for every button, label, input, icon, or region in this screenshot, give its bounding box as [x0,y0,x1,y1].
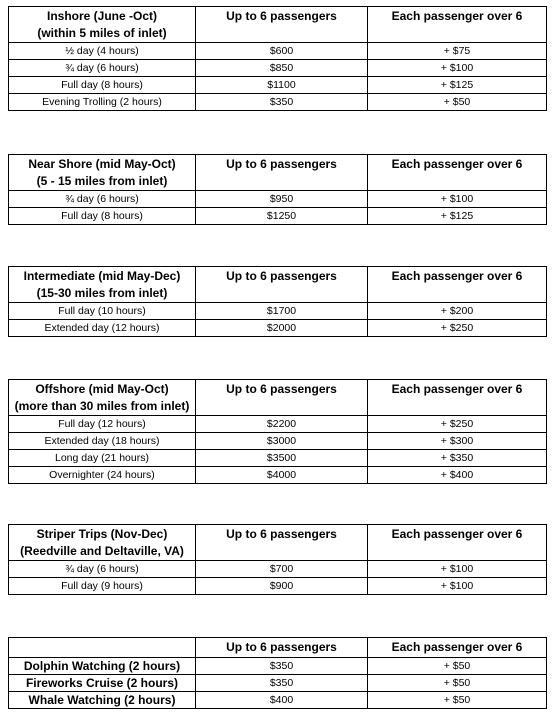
base-price: $350 [196,94,368,111]
rate-table-near-shore [8,154,547,225]
table-row [9,303,547,320]
table-header-row [9,638,547,658]
trip-category-header [9,380,196,416]
table-header-row [9,267,547,303]
table-row [9,658,547,675]
trip-name: Evening Trolling (2 hours) [9,94,196,111]
rate-table-inshore [8,6,547,111]
base-price: $2000 [196,320,368,337]
trip-category-header [9,267,196,303]
trip-name: Full day (8 hours) [9,208,196,225]
extra-price: + $250 [368,320,547,337]
table-row [9,191,547,208]
extra-price: + $300 [368,433,547,450]
base-price: $2200 [196,416,368,433]
base-price: $350 [196,658,368,675]
trip-name: Full day (8 hours) [9,77,196,94]
trip-name: Full day (9 hours) [9,578,196,595]
extra-passenger-header: Each passenger over 6 [368,525,547,561]
trip-name: ¾ day (6 hours) [9,60,196,77]
table-row [9,692,547,709]
extra-price: + $200 [368,303,547,320]
base-price: $350 [196,675,368,692]
table-header-row [9,7,547,43]
base-price: $4000 [196,467,368,484]
trip-name: Fireworks Cruise (2 hours) [9,675,196,692]
category-subtitle: (within 5 miles of inlet) [37,26,167,40]
table-row [9,675,547,692]
category-subtitle: (more than 30 miles from inlet) [14,399,190,413]
base-price: $400 [196,692,368,709]
base-price-header: Up to 6 passengers [196,638,368,658]
table-row [9,60,547,77]
extra-passenger-header: Each passenger over 6 [368,380,547,416]
base-price-header: Up to 6 passengers [196,7,368,43]
trip-name: Overnighter (24 hours) [9,467,196,484]
extra-price: + $350 [368,450,547,467]
base-price: $700 [196,561,368,578]
trip-name: ¾ day (6 hours) [9,561,196,578]
category-title: Striper Trips (Nov-Dec) [36,527,168,541]
trip-name: Extended day (18 hours) [9,433,196,450]
category-title: Inshore (June -Oct) [46,9,157,23]
extra-price: + $125 [368,208,547,225]
base-price: $3000 [196,433,368,450]
trip-name: ½ day (4 hours) [9,43,196,60]
base-price: $3500 [196,450,368,467]
category-title: Offshore (mid May-Oct) [35,382,169,396]
trip-category-header [9,7,196,43]
table-header-row [9,380,547,416]
extra-passenger-header: Each passenger over 6 [368,638,547,658]
base-price: $900 [196,578,368,595]
trip-name: Long day (21 hours) [9,450,196,467]
table-row [9,416,547,433]
trip-name: Whale Watching (2 hours) [9,692,196,709]
extra-price: + $250 [368,416,547,433]
category-subtitle: (Reedville and Deltaville, VA) [20,544,184,558]
extra-passenger-header: Each passenger over 6 [368,155,547,191]
trip-name: ¾ day (6 hours) [9,191,196,208]
base-price: $1250 [196,208,368,225]
rate-table-specialty [8,637,547,709]
extra-price: + $50 [368,94,547,111]
extra-price: + $100 [368,578,547,595]
trip-name: Full day (12 hours) [9,416,196,433]
category-subtitle: (5 - 15 miles from inlet) [36,174,168,188]
category-title: Intermediate (mid May-Dec) [23,269,181,283]
base-price-header: Up to 6 passengers [196,380,368,416]
table-row [9,208,547,225]
trip-name: Extended day (12 hours) [9,320,196,337]
rate-table-offshore [8,379,547,484]
trip-category-header [9,525,196,561]
table-header-row [9,525,547,561]
extra-price: + $125 [368,77,547,94]
table-row [9,320,547,337]
base-price: $950 [196,191,368,208]
trip-category-header [9,155,196,191]
extra-price: + $75 [368,43,547,60]
table-row [9,43,547,60]
category-title: Near Shore (mid May-Oct) [28,157,176,171]
rate-table-striper [8,524,547,595]
extra-price: + $100 [368,561,547,578]
extra-price: + $50 [368,692,547,709]
base-price: $1100 [196,77,368,94]
base-price-header: Up to 6 passengers [196,267,368,303]
extra-price: + $50 [368,675,547,692]
category-subtitle: (15-30 miles from inlet) [36,286,168,300]
extra-price: + $400 [368,467,547,484]
trip-category-header [9,638,196,658]
extra-price: + $100 [368,60,547,77]
extra-passenger-header: Each passenger over 6 [368,267,547,303]
table-header-row [9,155,547,191]
extra-price: + $50 [368,658,547,675]
table-row [9,94,547,111]
base-price: $850 [196,60,368,77]
table-row [9,561,547,578]
base-price-header: Up to 6 passengers [196,155,368,191]
extra-passenger-header: Each passenger over 6 [368,7,547,43]
trip-name: Dolphin Watching (2 hours) [9,658,196,675]
table-row [9,433,547,450]
table-row [9,578,547,595]
rate-table-intermediate [8,266,547,337]
table-row [9,450,547,467]
extra-price: + $100 [368,191,547,208]
table-row [9,467,547,484]
base-price: $600 [196,43,368,60]
trip-name: Full day (10 hours) [9,303,196,320]
base-price-header: Up to 6 passengers [196,525,368,561]
base-price: $1700 [196,303,368,320]
table-row [9,77,547,94]
